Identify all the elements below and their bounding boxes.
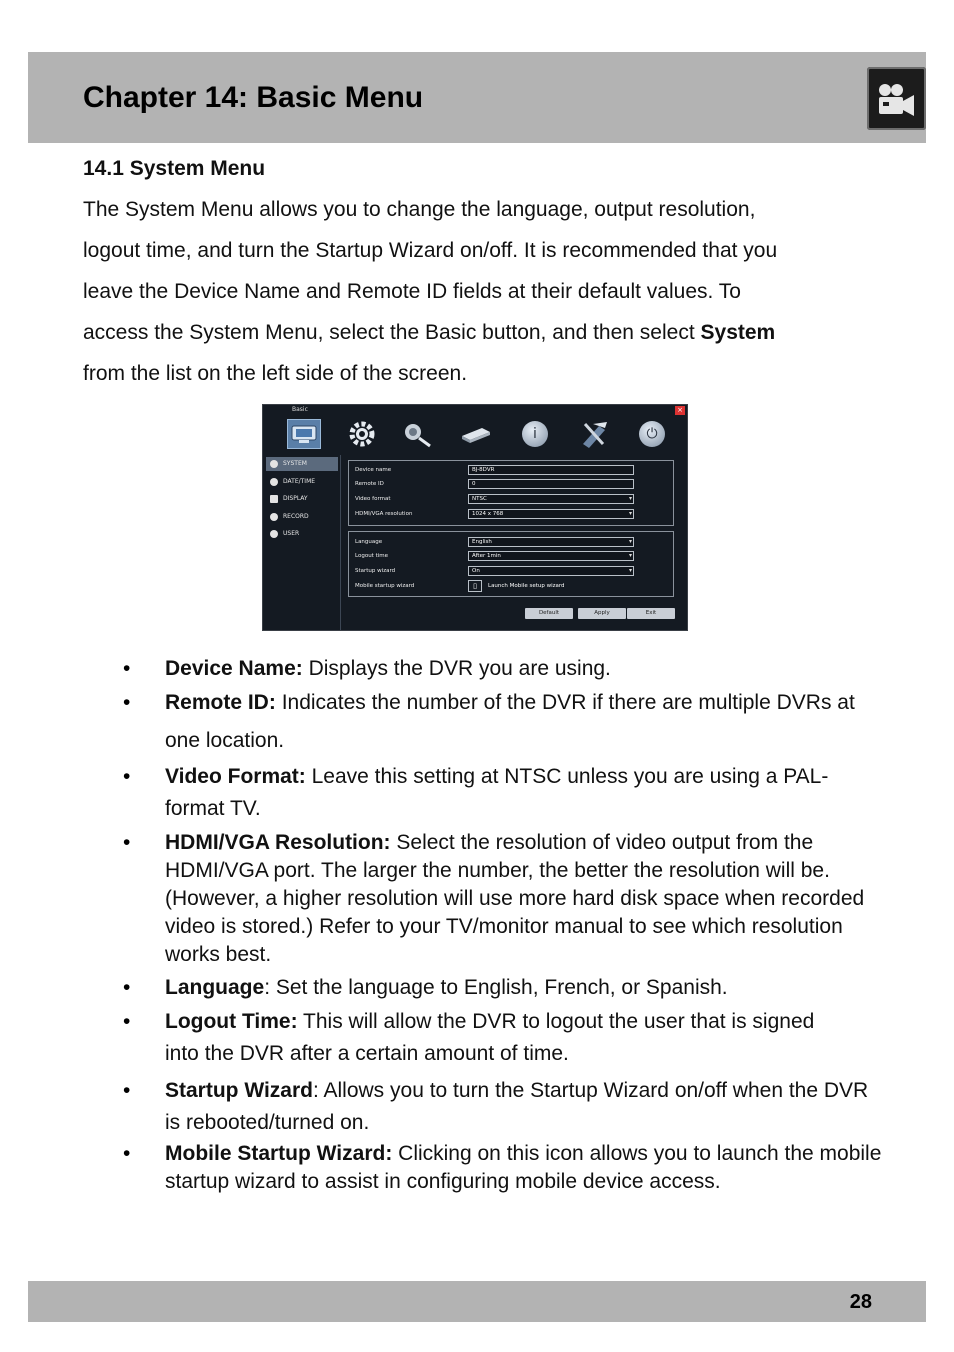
bullet-text: : Allows you to turn the Startup Wizard on/off when the DVR is rebooted/turned on.: [165, 1079, 869, 1134]
field-value: 1024 x 768: [472, 511, 504, 517]
mobile-startup-row: [355, 580, 671, 592]
intro-line: logout time, and turn the Startup Wizard on/off. It is recommended that you: [83, 239, 778, 262]
bullet-term: Logout Time:: [165, 1010, 298, 1033]
dvr-device-settings-group: [348, 460, 674, 526]
resolution-select[interactable]: [468, 509, 634, 519]
video-format-select[interactable]: [468, 494, 634, 504]
video-camera-icon: [867, 67, 926, 130]
startup-wizard-select[interactable]: [468, 566, 634, 576]
launch-mobile-wizard-label: Launch Mobile setup wizard: [488, 583, 565, 589]
bullet-text: Leave this setting at NTSC unless you are using a PAL-format TV.: [165, 765, 829, 820]
field-label: Language: [355, 539, 383, 545]
search-camera-icon[interactable]: [401, 419, 435, 449]
intro-paragraph: [83, 189, 883, 394]
field-label: Device name: [355, 467, 392, 473]
bullet-text: Displays the DVR you are using.: [302, 657, 611, 680]
power-glyph: ⏻: [639, 421, 665, 447]
intro-bold-system: System: [700, 321, 776, 344]
bullet-language: [165, 974, 895, 1002]
dvr-toolbar: [281, 417, 681, 453]
field-value: After 1min: [472, 553, 501, 559]
exit-button[interactable]: Exit: [627, 608, 675, 619]
dvr-system-menu-screenshot: [262, 404, 688, 631]
bullet-text: This will allow the DVR to logout the user that is signed into the DVR after a certain amount of time.: [165, 1010, 815, 1065]
logout-time-row: [355, 550, 671, 562]
bullet-hdmi-vga-resolution: [165, 829, 881, 969]
field-value: NTSC: [472, 496, 487, 502]
user-icon: [270, 530, 278, 538]
chevron-down-icon: ▾: [628, 495, 632, 502]
sidebar-item-date-time[interactable]: [266, 475, 338, 489]
section-title: 14.1 System Menu: [83, 157, 266, 180]
basic-icon[interactable]: [287, 419, 321, 449]
field-label: Video format: [355, 496, 391, 502]
bullet-term: Mobile Startup Wizard:: [165, 1142, 393, 1165]
system-icon: [270, 460, 278, 468]
startup-wizard-row: [355, 565, 671, 577]
field-value: BJ-8DVR: [472, 467, 495, 473]
page-number: 28: [849, 1291, 872, 1313]
field-label: Mobile startup wizard: [355, 583, 415, 589]
dvr-window-title: Basic: [292, 406, 308, 413]
sidebar-item-label: DISPLAY: [283, 495, 308, 502]
bullet-text: Indicates the number of the DVR if there are multiple DVRs at one location.: [165, 691, 855, 752]
close-icon[interactable]: ×: [675, 406, 685, 415]
intro-line: leave the Device Name and Remote ID fields at their default values. To: [83, 280, 741, 303]
bullet-term: Video Format:: [165, 765, 306, 788]
remote-id-row: [355, 478, 671, 490]
language-select[interactable]: [468, 537, 634, 547]
chevron-down-icon: ▾: [628, 567, 632, 574]
hdd-icon[interactable]: [459, 419, 493, 449]
sidebar-item-label: USER: [283, 530, 300, 537]
bullet-video-format: [165, 761, 870, 825]
phone-icon: ▯: [473, 582, 477, 590]
bullet-logout-time: [165, 1006, 845, 1070]
bullet-term: Remote ID:: [165, 691, 276, 714]
info-glyph: i: [522, 421, 548, 447]
sidebar-item-system[interactable]: [266, 457, 338, 471]
logout-time-select[interactable]: [468, 551, 634, 561]
sidebar-item-label: DATE/TIME: [283, 478, 316, 485]
dvr-general-settings-group: [348, 531, 674, 597]
field-label: Remote ID: [355, 481, 384, 487]
chevron-down-icon: ▾: [628, 510, 632, 517]
bullet-mobile-startup-wizard: [165, 1140, 895, 1196]
field-value: English: [472, 539, 492, 545]
sidebar-item-display[interactable]: [266, 492, 338, 506]
launch-mobile-wizard-button[interactable]: [468, 580, 482, 592]
bullet-term: Device Name:: [165, 657, 303, 680]
page-footer-bar: [28, 1281, 926, 1322]
chevron-down-icon: ▾: [628, 552, 632, 559]
monitor-icon: [270, 495, 278, 503]
bullet-startup-wizard: [165, 1075, 880, 1139]
dvr-sidebar: [263, 455, 341, 630]
info-icon[interactable]: [518, 419, 552, 449]
resolution-row: [355, 508, 671, 520]
sidebar-item-record[interactable]: [266, 510, 338, 524]
clock-icon: [270, 478, 278, 486]
bullet-term: HDMI/VGA Resolution:: [165, 831, 391, 854]
intro-line: from the list on the left side of the screen.: [83, 362, 468, 385]
bullet-remote-id: [165, 684, 865, 760]
bullet-text: Select the resolution of video output from the HDMI/VGA port. The larger the number, the better the resolution will be. (However, a higher resolution will use more hard disk space when recorded video is stored.) Refer to your TV/monitor manual to see which resolution works best.: [165, 831, 865, 966]
sidebar-item-label: RECORD: [283, 513, 309, 520]
bullet-term: Language: [165, 976, 265, 999]
settings-gear-icon[interactable]: [345, 419, 379, 449]
field-value: On: [472, 568, 480, 574]
intro-line: access the System Menu, select the Basic button, and then select: [83, 321, 701, 344]
field-value: 0: [472, 481, 476, 487]
video-format-row: [355, 493, 671, 505]
field-label: HDMI/VGA resolution: [355, 511, 413, 517]
sidebar-item-user[interactable]: [266, 527, 338, 541]
field-label: Logout time: [355, 553, 389, 559]
device-name-row: [355, 464, 671, 476]
apply-button[interactable]: Apply: [578, 608, 626, 619]
record-icon: [270, 513, 278, 521]
intro-line: The System Menu allows you to change the language, output resolution,: [83, 198, 756, 221]
language-row: [355, 536, 671, 548]
bullet-text: Clicking on this icon allows you to launch the mobile startup wizard to assist in configuring mobile device access.: [165, 1142, 882, 1193]
default-button[interactable]: Default: [525, 608, 573, 619]
sidebar-item-label: SYSTEM: [283, 460, 307, 467]
bullet-device-name: [165, 650, 895, 688]
chapter-title: Chapter 14: Basic Menu: [83, 81, 424, 114]
power-icon[interactable]: [635, 419, 669, 449]
field-label: Startup wizard: [355, 568, 396, 574]
bullet-term: Startup Wizard: [165, 1079, 313, 1102]
remote-id-field[interactable]: [468, 479, 634, 489]
device-name-field[interactable]: [468, 465, 634, 475]
tools-icon[interactable]: [577, 419, 611, 449]
chevron-down-icon: ▾: [628, 538, 632, 545]
bullet-text: : Set the language to English, French, or Spanish.: [264, 976, 728, 999]
chapter-header-bar: [28, 52, 926, 143]
